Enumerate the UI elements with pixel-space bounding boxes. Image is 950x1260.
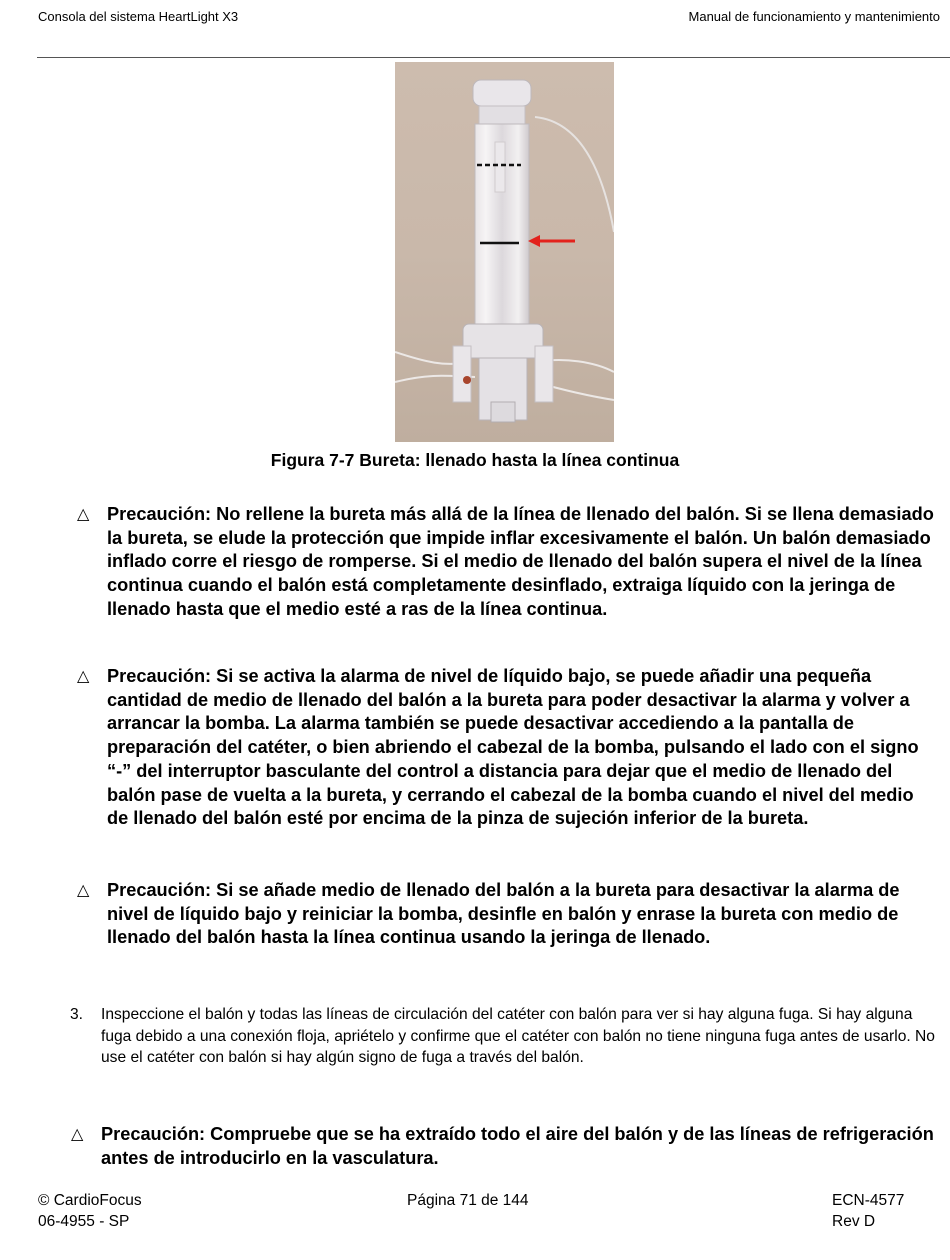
burette-photo	[395, 62, 614, 442]
footer-rev: Rev D	[832, 1212, 876, 1230]
step-text: Inspeccione el balón y todas las líneas de circulación del catéter con balón para ver si hay alguna fuga. Si hay alguna fuga debido a una conexión floja, apriételo y confirme que el catéter con balón no tiene ninguna fuga antes de usarlo. No use el catéter con balón si hay algún signo de fuga a través del balón.	[101, 1006, 935, 1067]
running-header-right: Manual de funcionamiento y mantenimiento	[688, 9, 940, 24]
warning-triangle-icon: △	[71, 1126, 84, 1143]
caution-text: Precaución: Si se activa la alarma de nivel de líquido bajo, se puede añadir una pequeña cantidad de medio de llenado del balón a la bureta para poder desactivar la alarma y volver a arrancar la bomba. La alarma también se puede desactivar accediendo a la pantalla de preparación del catéter, o bien abriendo el cabezal de la bomba, pulsando el lado con el signo “-” del interruptor basculante del control a distancia para dejar que el medio de llenado del balón pase de vuelta a la bureta, y cerrando el cabezal de la bomba cuando el nivel del medio de llenado del balón esté por encima de la pinza de sujeción inferior de la bureta.	[107, 666, 919, 829]
caution-text: Precaución: Compruebe que se ha extraído todo el aire del balón y de las líneas de refrigeración antes de introducirlo en la vasculatura.	[101, 1124, 934, 1168]
footer-page: Página 71 de 144	[407, 1192, 529, 1209]
footer-right	[832, 1191, 904, 1232]
footer-ecn: ECN-4577	[832, 1192, 905, 1209]
figure-caption: Figura 7-7 Bureta: llenado hasta la línea continua	[270, 450, 680, 470]
caution-text: Precaución: Si se añade medio de llenado del balón a la bureta para desactivar la alarma de nivel de líquido bajo y reiniciar la bomba, desinfle en balón y enrase la bureta con medio de llenado del balón hasta la línea continua usando la jeringa de llenado.	[107, 880, 900, 948]
warning-triangle-icon: △	[77, 668, 90, 685]
warning-triangle-icon: △	[77, 882, 90, 899]
header-divider	[37, 57, 950, 58]
footer-left	[38, 1191, 142, 1232]
footer-copyright: © CardioFocus	[38, 1192, 142, 1209]
caution-text: Precaución: No rellene la bureta más allá de la línea de llenado del balón. Si se llena demasiado la bureta, se elude la protección que impide inflar excesivamente el balón. Un balón demasiado inflado corre el riesgo de romperse. Si el medio de llenado del balón supera el nivel de la línea continua cuando el balón está completamente desinflado, extraiga líquido con la jeringa de llenado hasta que el medio esté a ras de la línea continua.	[107, 504, 934, 619]
running-header-left: Consola del sistema HeartLight X3	[38, 9, 239, 24]
step-number: 3.	[70, 1006, 84, 1023]
footer-doc-number: 06-4955 - SP	[38, 1212, 130, 1230]
warning-triangle-icon: △	[77, 506, 90, 523]
